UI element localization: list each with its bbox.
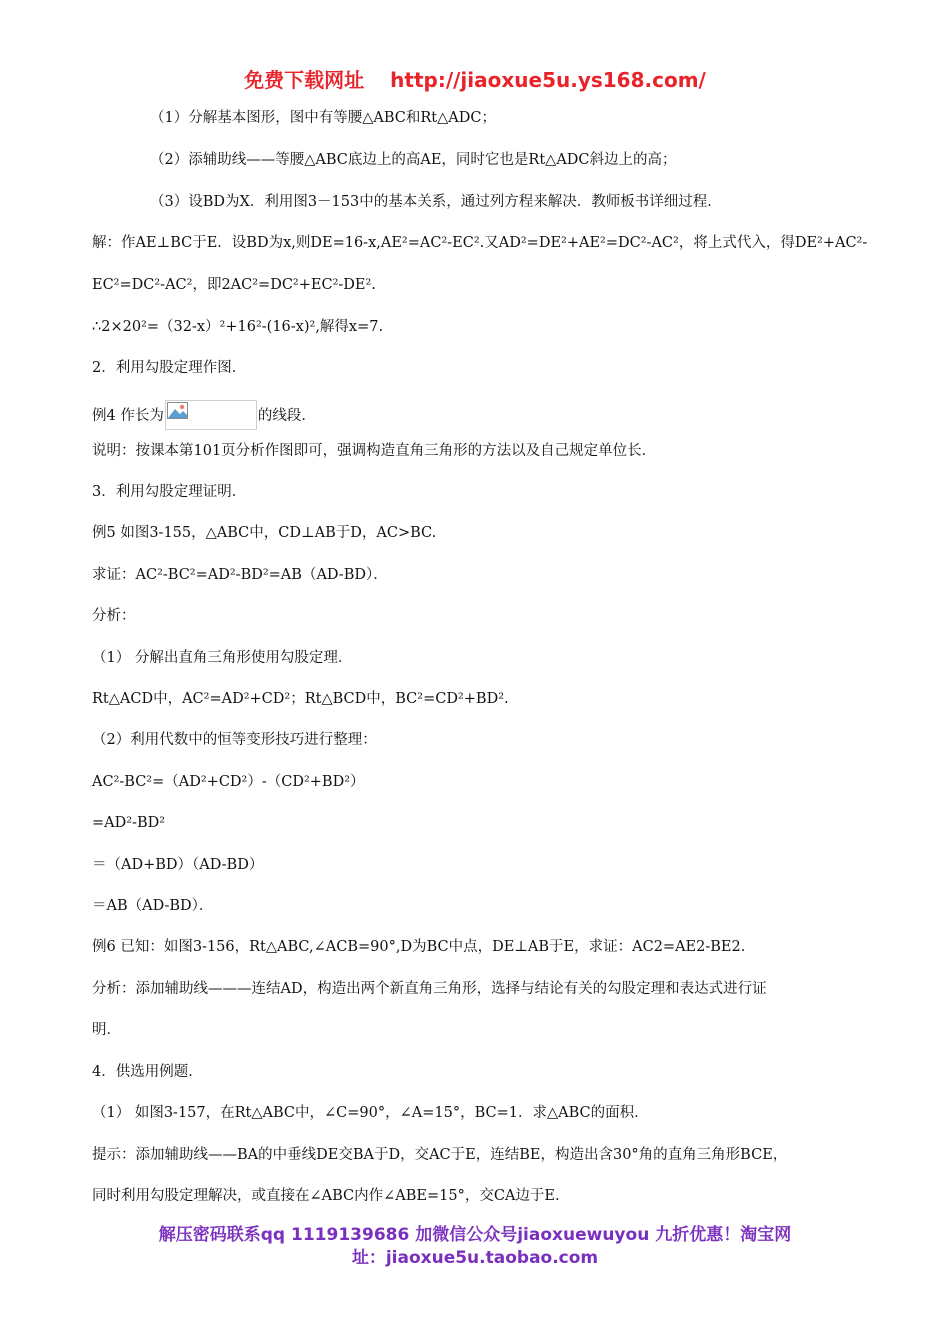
header-banner [0, 64, 950, 93]
formula-image-placeholder [165, 400, 257, 430]
text-line-11: 例5 如图3-155，△ABC中，CD⊥AB于D，AC>BC. [92, 525, 437, 541]
text-line-23: 明． [92, 1022, 121, 1038]
text-line-12: 求证：AC²-BC²=AD²-BD²=AB（AD-BD）． [92, 567, 388, 583]
text-line-26: 提示：添加辅助线——BA的中垂线DE交BA于D，交AC于E，连结BE，构造出含30°角的直角三角形BCE， [92, 1147, 788, 1163]
text-line-17: AC²-BC²=（AD²+CD²）-（CD²+BD²） [92, 774, 365, 790]
text-line-24: 4．供选用例题． [92, 1064, 203, 1080]
footer-line-2[interactable]: 址：jiaoxue5u.taobao.com [351, 1248, 599, 1268]
text-line-2: （2）添辅助线——等腰△ABC底边上的高AE，同时它也是Rt△ADC斜边上的高； [150, 152, 677, 168]
text-line-14: （1） 分解出直角三角形使用勾股定理． [92, 650, 353, 666]
text-line-3: （3）设BD为X．利用图3－153中的基本关系，通过列方程来解决．教师板书详细过程． [150, 194, 722, 210]
text-line-21: 例6 已知：如图3-156，Rt△ABC,∠ACB=90°,D为BC中点，DE⊥AB于E，求证：AC2=AE2-BE2. [92, 939, 746, 955]
text-line-5: EC²=DC²-AC²，即2AC²=DC²+EC²-DE². [92, 277, 376, 293]
text-line-7: 2．利用勾股定理作图． [92, 360, 247, 376]
example4-prefix: 例4 作长为 [92, 408, 164, 424]
text-line-4: 解：作AE⊥BC于E．设BD为x,则DE=16-x,AE²=AC²-EC².又AD²=DE²+AE²=DC²-AC²，将上式代入，得DE²+AC²- [92, 235, 868, 251]
broken-image-icon [167, 402, 189, 420]
text-line-9: 说明：按课本第101页分析作图即可，强调构造直角三角形的方法以及自己规定单位长． [92, 443, 657, 459]
header-url[interactable]: http://jiaoxue5u.ys168.com/ [390, 68, 706, 92]
text-line-27: 同时利用勾股定理解决，或直接在∠ABC内作∠ABE=15°，交CA边于E. [92, 1188, 560, 1204]
text-line-20: ＝AB（AD-BD）． [92, 898, 214, 914]
text-line-18: =AD²-BD² [92, 815, 166, 831]
footer-line-1: 解压密码联系qq 1119139686 加微信公众号jiaoxuewuyou 九折优惠！淘宝网 [158, 1225, 792, 1245]
example4-suffix: 的线段． [257, 408, 316, 424]
text-line-1: （1）分解基本图形，图中有等腰△ABC和Rt△ADC； [150, 110, 496, 126]
text-line-10: 3．利用勾股定理证明． [92, 484, 247, 500]
text-line-19: ＝（AD+BD）（AD-BD） [92, 857, 264, 873]
text-line-6: ∴2×20²=（32-x）²+16²-(16-x)²,解得x=7. [92, 319, 384, 335]
text-line-8 [92, 400, 316, 430]
header-label: 免费下载网址 [244, 68, 365, 92]
text-line-25: （1） 如图3-157，在Rt△ABC中，∠C=90°，∠A=15°，BC=1．求△ABC的面积． [92, 1105, 649, 1121]
text-line-16: （2）利用代数中的恒等变形技巧进行整理： [92, 732, 377, 748]
text-line-13: 分析： [92, 608, 136, 624]
text-line-15: Rt△ACD中，AC²=AD²+CD²；Rt△BCD中，BC²=CD²+BD². [92, 691, 509, 707]
text-line-22: 分析：添加辅助线———连结AD，构造出两个新直角三角形，选择与结论有关的勾股定理和表达式进行证 [92, 981, 767, 997]
